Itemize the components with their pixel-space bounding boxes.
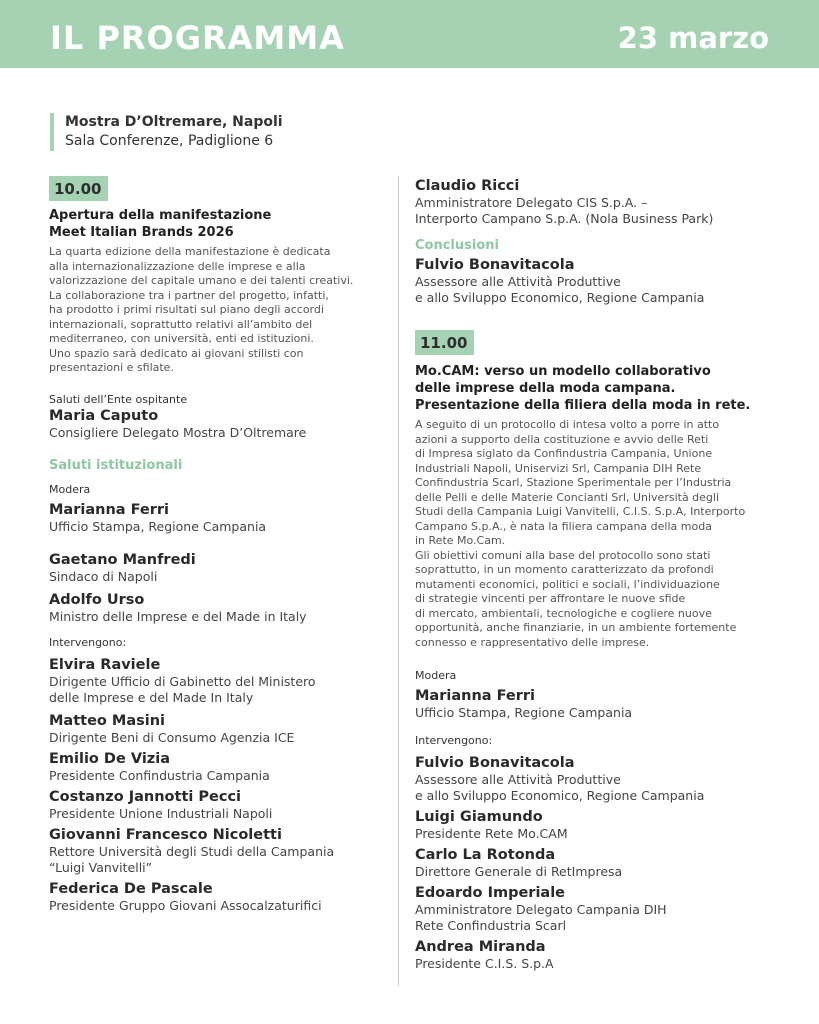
person-role: Presidente Gruppo Giovani Assocalzaturifici <box>49 897 322 913</box>
person-role: Presidente Confindustria Campania <box>49 767 270 783</box>
person-name: Costanzo Jannotti Pecci <box>49 788 242 805</box>
session-title <box>49 207 384 241</box>
person-role: Ufficio Stampa, Regione Campania <box>49 518 267 534</box>
person-role: Ministro delle Imprese e del Made in Italy <box>49 608 307 624</box>
desc-line: Campano S.p.A., è nata la filiera campana della moda <box>415 519 712 533</box>
speakers-label: Intervengono: <box>415 734 493 747</box>
person-name: Carlo La Rotonda <box>415 847 556 863</box>
person-name: Claudio Ricci <box>415 178 520 194</box>
person-role: e allo Sviluppo Economico, Regione Campania <box>415 290 705 305</box>
desc-line: connesso e rappresentativo delle imprese. <box>415 635 650 649</box>
person-name: Elvira Raviele <box>49 656 161 673</box>
desc-line: soprattutto, in un momento caratterizzato da profondi <box>415 563 714 576</box>
session-description <box>415 418 775 650</box>
left-column <box>49 176 384 914</box>
desc-line: Uno spazio sarà dedicato ai giovani stilisti con <box>49 346 304 360</box>
person-role: Presidente Rete Mo.CAM <box>415 826 568 841</box>
person-name: Andrea Miranda <box>415 939 546 955</box>
venue-block <box>50 113 283 151</box>
desc-line: Industriali Napoli, Uniservizi Srl, Campania DIH Rete <box>415 461 702 475</box>
desc-line: di strategie vincenti per affrontare le nuove sfide <box>415 592 686 605</box>
speakers-label: Intervengono: <box>49 635 127 649</box>
session-title-line: Mo.CAM: verso un modello collaborativo <box>415 364 711 379</box>
desc-line: mutamenti economici, politici e sociali, l’individuazione <box>415 577 720 591</box>
person-name: Federica De Pascale <box>49 880 213 897</box>
desc-line: La quarta edizione della manifestazione è dedicata <box>49 245 331 258</box>
person-role: Assessore alle Attività Produttive <box>415 274 621 289</box>
section-heading-conclusions: Conclusioni <box>415 238 499 253</box>
host-label: Saluti dell’Ente ospitante <box>49 392 188 406</box>
person-role: Amministratore Delegato Campania DIH <box>415 902 667 917</box>
person-role: “Luigi Vanvitelli” <box>49 859 153 875</box>
moderator-label: Modera <box>49 482 91 496</box>
person-name: Fulvio Bonavitacola <box>415 755 575 771</box>
person-name: Marianna Ferri <box>49 501 170 518</box>
desc-line: di Impresa siglato da Confindustria Campania, Unione <box>415 447 713 460</box>
person-name: Adolfo Urso <box>49 591 145 608</box>
desc-line: La collaborazione tra i partner del progetto, infatti, <box>49 288 329 302</box>
page-title: IL PROGRAMMA <box>50 19 345 57</box>
desc-line: Confindustria Scarl, Stazione Sperimentale per l’Industria <box>415 476 732 489</box>
time-badge-11: 11.00 <box>415 330 474 355</box>
person-name: Maria Caputo <box>49 407 159 424</box>
person-role: delle Imprese e del Made In Italy <box>49 689 254 705</box>
venue-room: Sala Conferenze, Padiglione 6 <box>65 133 274 149</box>
right-column <box>415 177 775 972</box>
header-banner <box>0 0 819 68</box>
desc-line: azioni a supporto della costituzione e avvio delle Reti <box>415 432 709 446</box>
person-name: Marianna Ferri <box>415 688 536 704</box>
desc-line: valorizzazione del capitale umano e dei talenti creativi. <box>49 274 354 287</box>
session-title-line: Presentazione della filiera della moda in rete. <box>415 398 751 413</box>
person-role: Assessore alle Attività Produttive <box>415 772 621 787</box>
desc-line: mediterraneo, con università, enti ed istituzioni. <box>49 332 314 345</box>
desc-line: opportunità, anche finanziarie, in un ambiente fortemente <box>415 621 737 634</box>
person-role: Interporto Campano S.p.A. (Nola Business Park) <box>415 211 714 226</box>
desc-line: delle Pelli e delle Materie Concianti Srl, Università degli <box>415 490 720 504</box>
desc-line: A seguito di un protocollo di intesa volto a porre in atto <box>415 418 720 431</box>
person-role: Direttore Generale di RetImpresa <box>415 864 623 879</box>
person-role: Presidente C.I.S. S.p.A <box>415 956 554 971</box>
session-title <box>415 363 775 414</box>
person-role: Rete Confindustria Scarl <box>415 918 567 933</box>
person-name: Emilio De Vizia <box>49 750 170 767</box>
person-role: Consigliere Delegato Mostra D’Oltremare <box>49 424 307 440</box>
person-role: Amministratore Delegato CIS S.p.A. – <box>415 195 648 210</box>
desc-line: in Rete Mo.Cam. <box>415 534 506 547</box>
person-role: Ufficio Stampa, Regione Campania <box>415 705 633 720</box>
person-role: Rettore Università degli Studi della Campania <box>49 843 335 859</box>
session-title-line: Meet Italian Brands 2026 <box>49 225 234 240</box>
moderator-label: Modera <box>415 669 457 682</box>
person-name: Giovanni Francesco Nicoletti <box>49 826 282 843</box>
person-name: Edoardo Imperiale <box>415 885 565 901</box>
person-role: Dirigente Ufficio di Gabinetto del Ministero <box>49 673 316 689</box>
desc-line: ha prodotto i primi risultati sul piano degli accordi <box>49 303 324 316</box>
person-name: Matteo Masini <box>49 712 166 729</box>
person-role: Dirigente Beni di Consumo Agenzia ICE <box>49 729 295 745</box>
desc-line: internazionali, soprattutto relativi all’ambito del <box>49 317 313 331</box>
person-name: Luigi Giamundo <box>415 809 543 825</box>
session-description <box>49 245 384 376</box>
event-date: 23 marzo <box>617 21 769 55</box>
desc-line: Studi della Campania Luigi Vanvitelli, C.I.S. S.p.A, Interporto <box>415 505 746 518</box>
time-badge-10: 10.00 <box>49 176 108 201</box>
person-name: Gaetano Manfredi <box>49 551 196 568</box>
person-role: e allo Sviluppo Economico, Regione Campania <box>415 788 705 803</box>
desc-line: Gli obiettivi comuni alla base del protocollo sono stati <box>415 548 711 562</box>
venue-name: Mostra D’Oltremare, Napoli <box>65 114 283 130</box>
session-title-line: Apertura della manifestazione <box>49 208 272 223</box>
person-role: Sindaco di Napoli <box>49 568 158 584</box>
person-name: Fulvio Bonavitacola <box>415 257 575 273</box>
person-role: Presidente Unione Industriali Napoli <box>49 805 273 821</box>
desc-line: presentazioni e sfilate. <box>49 361 174 374</box>
section-heading-institutional: Saluti istituzionali <box>49 457 183 473</box>
desc-line: alla internazionalizzazione delle imprese e alla <box>49 259 306 273</box>
time-badge-wrapper <box>415 330 775 355</box>
session-title-line: delle imprese della moda campana. <box>415 381 676 396</box>
desc-line: di mercato, ambientali, tecnologiche e cogliere nuove <box>415 606 712 620</box>
column-divider <box>398 176 399 986</box>
